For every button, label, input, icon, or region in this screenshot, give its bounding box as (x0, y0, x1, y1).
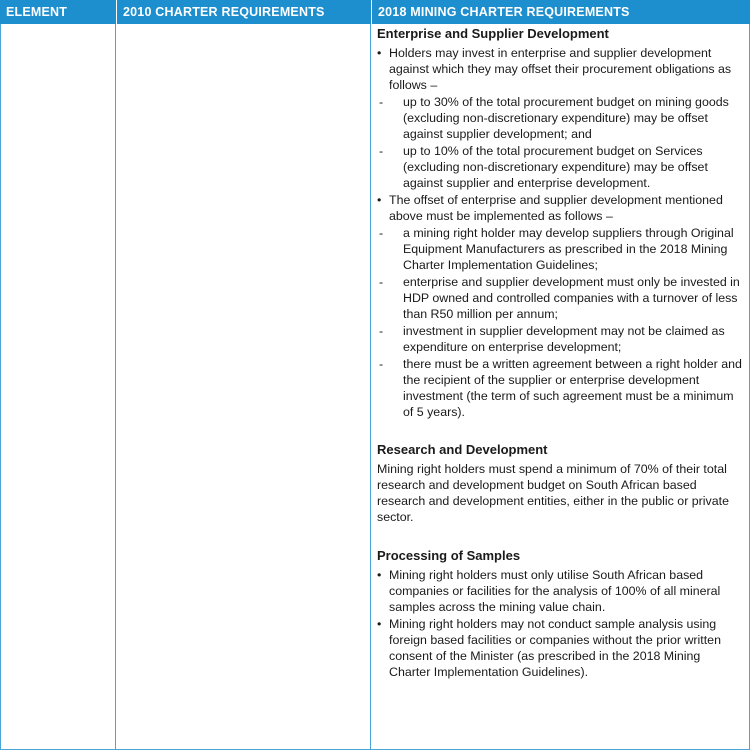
section-enterprise-supplier-development (377, 26, 745, 420)
section-research-development (377, 442, 745, 525)
list-item-text: Mining right holders must only utilise South African based companies or facilities for the analysis of 100% of all mineral samples across the mining value chain. (389, 568, 721, 614)
section-title: Processing of Samples (377, 548, 521, 563)
sub-list-item-text: enterprise and supplier development must only be invested in HDP owned and controlled companies with a turnover of less than R50 million per annum; (403, 275, 740, 321)
bullet-icon: • (377, 617, 382, 631)
section-title: Research and Development (377, 442, 548, 457)
header-element: ELEMENT (6, 5, 68, 19)
list-item-text: Mining right holders may not conduct sample analysis using foreign based facilities or companies without the prior written consent of the Minister (as prescribed in the 2018 Mining Charter Implementation Guidelines). (389, 617, 721, 679)
sub-list-item (377, 356, 745, 420)
sub-list-item-text: up to 30% of the total procurement budget on mining goods (excluding non-discretionary expenditure) may be offset against supplier development; and (403, 95, 729, 141)
header-2018-requirements: 2018 MINING CHARTER REQUIREMENTS (371, 0, 750, 24)
section-processing-of-samples (377, 548, 745, 680)
sub-list-item (377, 94, 745, 142)
list-item-text: Holders may invest in enterprise and supplier development against which they may offset their procurement obligations as follows – (389, 46, 732, 92)
sub-list-item (377, 225, 745, 273)
dash-icon: - (379, 95, 384, 109)
bullet-icon: • (377, 193, 382, 207)
bullet-icon: • (377, 568, 382, 582)
dash-icon: - (379, 226, 384, 240)
list-item (377, 45, 745, 93)
list-item (377, 192, 745, 224)
section-title: Enterprise and Supplier Development (377, 26, 609, 41)
bullet-icon: • (377, 46, 382, 60)
sub-list-item-text: investment in supplier development may not be claimed as expenditure on enterprise development; (403, 324, 725, 354)
column-divider (115, 24, 116, 750)
list-item (377, 567, 745, 615)
sub-list-item (377, 323, 745, 355)
column-divider (370, 24, 371, 750)
list-item-text: The offset of enterprise and supplier development mentioned above must be implemented as follows – (389, 193, 723, 223)
section-paragraph: Mining right holders must spend a minimum of 70% of their total research and development budget on South African based research and development entities, either in the public or private sector. (377, 462, 729, 524)
dash-icon: - (379, 324, 384, 338)
mining-charter-2018-cell (377, 26, 745, 681)
dash-icon: - (379, 275, 384, 289)
header-2010-requirements: 2010 CHARTER REQUIREMENTS (116, 0, 371, 24)
sub-list-item-text: a mining right holder may develop suppliers through Original Equipment Manufacturers as prescribed in the 2018 Mining Charter Implementation Guidelines; (403, 226, 734, 272)
sub-list-item (377, 143, 745, 191)
sub-list-item-text: there must be a written agreement between a right holder and the recipient of the supplier or enterprise development investment (the term of such agreement must be a minimum of 5 years). (403, 357, 742, 419)
sub-list-item-text: up to 10% of the total procurement budget on Services (excluding non-discretionary expenditure) may be offset against supplier and enterprise development. (403, 144, 708, 190)
dash-icon: - (379, 144, 384, 158)
sub-list-item (377, 274, 745, 322)
table-header (0, 0, 750, 24)
dash-icon: - (379, 357, 384, 371)
column-divider (0, 24, 1, 750)
list-item (377, 616, 745, 680)
